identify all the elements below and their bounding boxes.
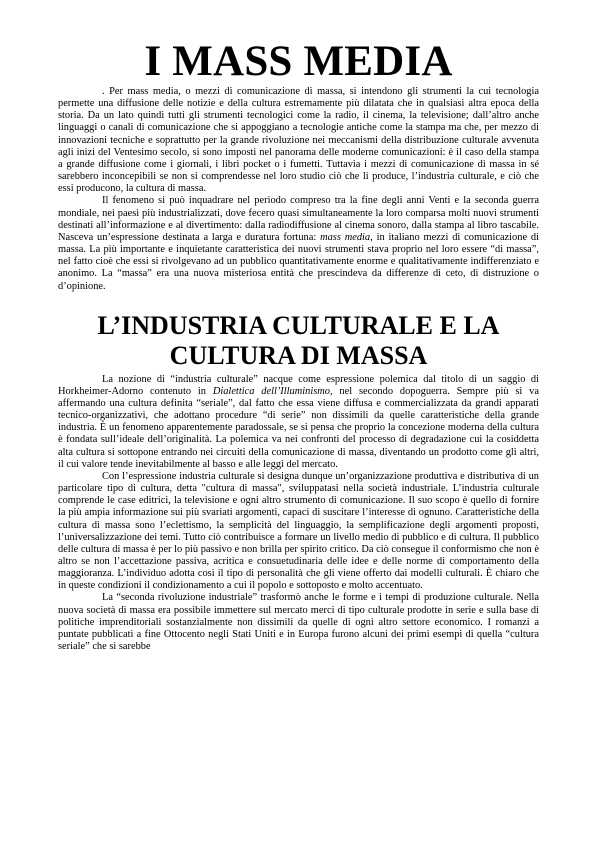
text-run: Il fenomeno si può inquadrare nel periodo compreso tra la fine degli anni Venti e la seconda guerra mondiale, nei paesi più industrializzati, dove fecero quasi simultaneamente la loro comparsa molti nuovi strumenti destinati all’informazione e al divertimento: dalla radiodiffusione al cinema sonoro, dalla stampa al libro tascabile. Nasceva un’espressione destinata a larga e duratura fortuna: [58, 195, 539, 243]
text-run: . Per mass media, o mezzi di comunicazione di massa, si intendono gli strumenti la cui tecnologia permette una diffusione delle notizie e della cultura estremamente più dilatata che in qualsiasi altra epoca della storia. Da un lato quindi tutti gli strumenti tecnologici come la radio, il cinema, la televisione; dall’altro anche linguaggi o canali di comunicazione che si appoggiano a tecnologie antiche come la stampa ma che, per mezzo di innovazioni tecniche e soprattutto per la grande rivoluzione nei meccanismi della distribuzione culturale avvenuta agli inizi del Ventesimo secolo, si sono imposti nel panorama delle moderne comunicazioni: è il caso della stampa a grande diffusione come i giornali, i libri pocket o i fumetti. Tuttavia i mezzi di comunicazione di massa in sé sarebbero inconcepibili se non si comprendesse nel loro studio ciò che li produce, l’industria culturale, e ciò che essi producono, la cultura di massa. [58, 86, 539, 195]
paragraph [58, 86, 539, 195]
text-run: La nozione di “industria culturale” nacque come espressione polemica dal titolo di un saggio di Horkheimer-Adorno contenuto in [58, 373, 539, 397]
paragraph [58, 471, 539, 593]
paragraph [58, 592, 539, 653]
text-run: Con l’espressione industria culturale si designa dunque un’organizzazione produttiva e distributiva di un particolare tipo di cultura, detta "cultura di massa", sviluppatasi nella società industriale. L’industria culturale comprende le case editrici, la televisione e ogni altro strumento di comunicazione. Il suo scopo è quello di fornire la più ampia informazione sui più svariati argomenti, capaci di suscitare l’interesse di ognuno. Caratteristiche della cultura di massa sono l’eclettismo, la semplicità del linguaggio, la semplificazione degli argomenti proposti, l’universalizzazione dei temi. Tutto ciò contribuisce a formare un livello medio di pubblico e di cultura. Il pubblico delle cultura di massa è per lo più passivo e non brilla per spirito critico. Da ciò consegue il conformismo che non è altro se non l’accettazione passiva, acritica e consuetudinaria delle idee e delle norme di comportamento della maggioranza. L’individuo adotta così il tipo di personalità che gli viene offerto dai modelli culturali. È chiaro che in queste condizioni il condizionamento a cui il popolo e sottoposto e molto accentuato. [58, 470, 539, 592]
italic-term: mass media [320, 231, 371, 243]
paragraph [58, 374, 539, 471]
text-run: , in italiano mezzi di comunicazione di massa. La più importante e inquietante caratteristica dei nuovi strumenti stava proprio nel loro essere “di massa”, nel fatto cioè che essi si rivolgevano ad un pubblico quantitativamente enorme e qualitativamente indifferenziato e anonimo. La “massa” era una nuova misteriosa entità che prescindeva da differenze di ceto, di distruzione o d’opinione. [58, 231, 539, 292]
text-run: , nel secondo dopoguerra. Sempre più si va affermando una cultura definita “seriale”, dal fatto che essa viene diffusa e commercializzata da grandi apparati tecnico-organizzativi, che adottano procedure “di serie” non dissimili da quelle caratteristiche della grande industria. È un fenomeno apparentemente paradossale, se si pensa che proprio la concezione moderna della cultura è fondata sull’ideale dell’originalità. La polemica va nei confronti del processo di degradazione cui la cosiddetta alta cultura si sottopone entrando nei circuiti della comunicazione di massa, diventando un prodotto come gli altri, il cui valore tende inevitabilmente al basso e alle leggi del mercato. [58, 385, 539, 470]
section-mass-media [58, 86, 539, 293]
section-heading: L’INDUSTRIA CULTURALE E LA CULTURA DI MASSA [97, 310, 500, 370]
page-title: I MASS MEDIA [144, 38, 453, 85]
italic-book-title: Dialettica dell’Illuminismo [212, 385, 330, 397]
text-run: La “seconda rivoluzione industriale” trasformò anche le forme e i tempi di produzione culturale. Nella nuova società di massa era possibile immettere sul mercato merci di tipo culturale prodotte in serie e sulla base di politiche imprenditoriali sostanzialmente non dissimili da quelle di ogni altro settore economico. I romanzi a puntate pubblicati a fine Ottocento negli Stati Uniti e in Europa furono alcuni dei primi esempi di quella “cultura seriale” che si sarebbe [58, 592, 539, 653]
paragraph [58, 195, 539, 292]
section-industria-culturale [58, 374, 539, 654]
